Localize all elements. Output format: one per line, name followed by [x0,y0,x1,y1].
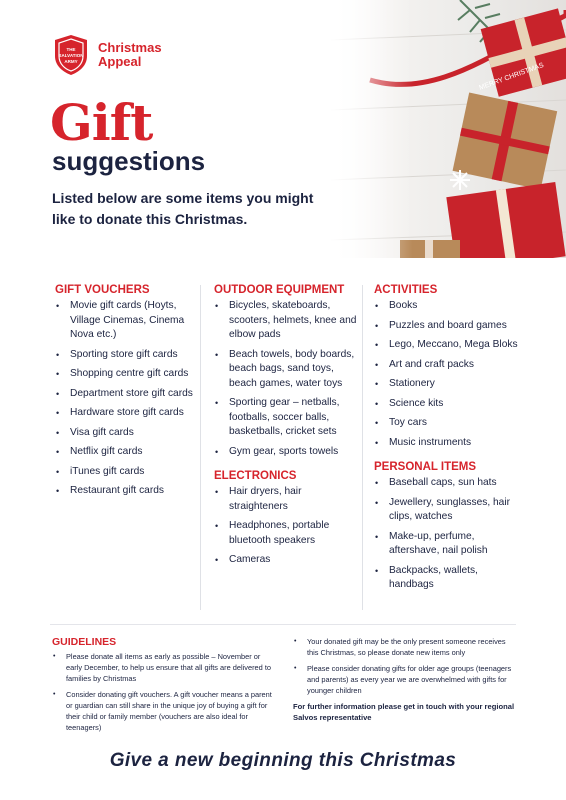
list-item: • Sporting store gift cards [55,348,195,363]
list-item: • Puzzles and board games [374,319,519,334]
guidelines-list-right [293,636,515,696]
category-heading-outdoor-equipment: OUTDOOR EQUIPMENT [214,284,345,296]
category-heading-electronics: ELECTRONICS [214,470,297,482]
guidelines-heading: GUIDELINES [52,636,117,648]
hero-gifts-image [330,0,566,258]
list-item: • Beach towels, body boards, beach bags, sand toys, beach games, water toys [214,348,359,392]
list-item: • Jewellery, sunglasses, hair clips, watches [374,496,519,525]
brand-logo [52,34,162,76]
list-item: • Hair dryers, hair straighteners [214,485,359,514]
list-item: • Visa gift cards [55,426,195,441]
column-divider [362,285,363,610]
list-outdoor-equipment [214,299,359,459]
svg-text:THE: THE [66,47,76,52]
contact-note: For further information please get in touch with your regional Salvos representative [293,702,515,722]
list-item: • Cameras [214,553,359,568]
list-item: • iTunes gift cards [55,465,195,480]
list-item: • Science kits [374,397,519,412]
guidelines-left [52,636,274,738]
svg-text:ARMY: ARMY [64,59,78,64]
guideline-item: • Your donated gift may be the only present someone receives this Christmas, so please donate new items only [293,636,515,658]
page-title: Gift [50,93,153,152]
list-item: • Netflix gift cards [55,445,195,460]
list-item: • Books [374,299,519,314]
guideline-item: • Consider donating gift vouchers. A gift voucher means a parent or guardian can still share in the unique joy of buying a gift for their child or family member (vouchers are also ideal for teenagers) [52,689,274,733]
appeal-name [98,41,162,69]
salvation-army-shield-icon [52,34,90,76]
footer-tagline: Give a new beginning this Christmas [109,750,457,771]
list-item: • Backpacks, wallets, handbags [374,564,519,593]
guideline-item: • Please consider donating gifts for older age groups (teenagers and parents) as every year we are overwhelmed with gifts for younger children [293,663,515,696]
guideline-item: • Please donate all items as early as possible – November or early December, to help us ensure that all gifts are delivered to families by Christmas [52,651,274,684]
list-item: • Restaurant gift cards [55,484,195,499]
list-personal-items [374,476,519,593]
list-item: • Movie gift cards (Hoyts, Village Cinemas, Cinema Nova etc.) [55,299,195,343]
list-item: • Bicycles, skateboards, scooters, helmets, knee and elbow pads [214,299,359,343]
page-subtitle: suggestions [52,146,206,176]
appeal-line-2: Appeal [98,54,142,69]
list-item: • Stationery [374,377,519,392]
intro-text: Listed below are some items you might like to donate this Christmas. [52,190,314,227]
appeal-line-1: Christmas [98,40,162,55]
category-heading-activities: ACTIVITIES [374,284,438,296]
list-item: • Gym gear, sports towels [214,445,359,460]
svg-text:SALVATION: SALVATION [58,53,84,58]
list-item: • Art and craft packs [374,358,519,373]
column-activities-personal [374,283,519,598]
list-item: • Headphones, portable bluetooth speakers [214,519,359,548]
list-item: • Toy cars [374,416,519,431]
list-item: • Music instruments [374,436,519,451]
column-gift-vouchers [55,283,195,504]
section-divider [50,624,516,625]
category-heading-gift-vouchers: GIFT VOUCHERS [55,284,150,296]
list-item: • Sporting gear – netballs, footballs, soccer balls, basketballs, cricket sets [214,396,359,440]
list-item: • Baseball caps, sun hats [374,476,519,491]
list-item: • Make-up, perfume, aftershave, nail polish [374,530,519,559]
guidelines-right [293,636,515,723]
list-electronics [214,485,359,568]
list-activities [374,299,519,450]
category-heading-personal-items: PERSONAL ITEMS [374,461,477,473]
list-item: • Department store gift cards [55,387,195,402]
column-divider [200,285,201,610]
column-outdoor-electronics [214,283,359,573]
gift-boxes-illustration [330,0,566,258]
list-item: • Hardware store gift cards [55,406,195,421]
guidelines-list-left [52,651,274,733]
list-item: • Shopping centre gift cards [55,367,195,382]
list-gift-vouchers [55,299,195,499]
list-item: • Lego, Meccano, Mega Bloks [374,338,519,353]
